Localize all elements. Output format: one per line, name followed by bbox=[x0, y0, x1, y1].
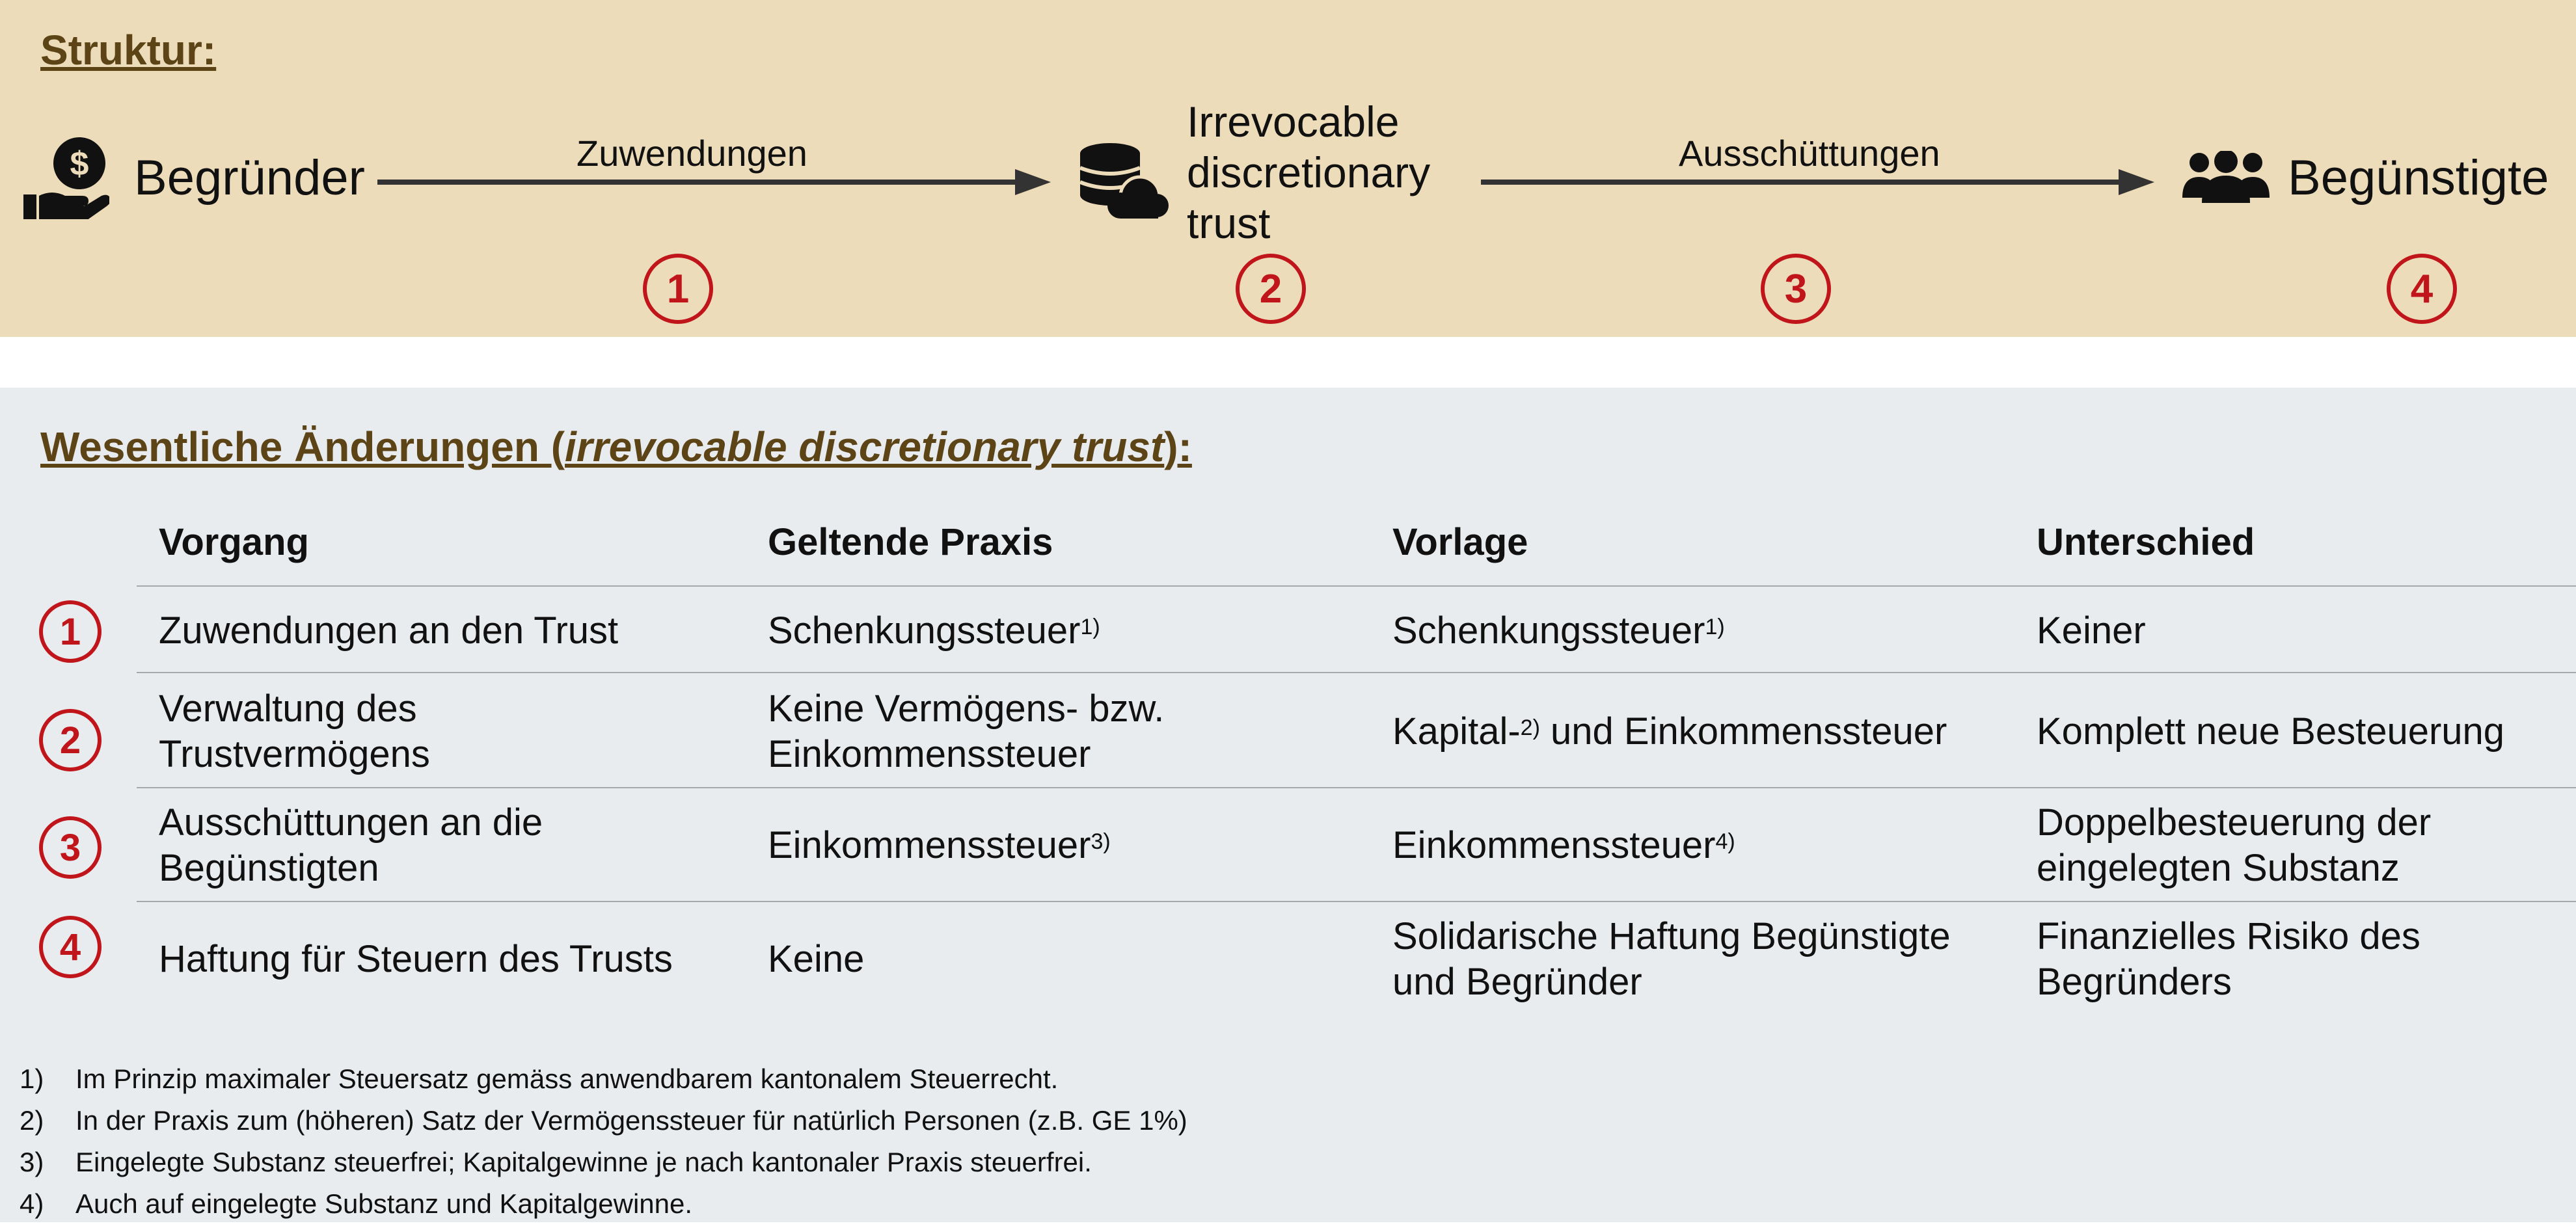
table-cell-praxis-2 bbox=[768, 686, 1164, 777]
svg-text:$: $ bbox=[70, 145, 89, 183]
table-cell-praxis-4: Keine bbox=[768, 938, 865, 980]
table-divider bbox=[137, 901, 2576, 902]
table-cell-vorlage-1-text: Schenkungssteuer bbox=[1392, 609, 1705, 652]
table-cell-unterschied-1: Keiner bbox=[2037, 609, 2146, 652]
node-label-trust-line-1: Irrevocable bbox=[1187, 98, 1400, 146]
column-header-vorgang: Vorgang bbox=[159, 521, 309, 563]
hand-holding-dollar-icon bbox=[23, 133, 109, 219]
changes-heading-italic: irrevocable discretionary trust bbox=[565, 423, 1165, 470]
table-cell-unterschied-3-line-1: Doppelbesteuerung der bbox=[2037, 801, 2432, 844]
table-cell-praxis-2-line-2: Einkommenssteuer bbox=[768, 733, 1091, 775]
table-divider bbox=[137, 787, 2576, 788]
table-cell-vorlage-4-line-1: Solidarische Haftung Begünstigte bbox=[1392, 915, 1951, 957]
table-cell-unterschied-3-line-2: eingelegten Substanz bbox=[2037, 847, 2400, 889]
table-cell-unterschied-4 bbox=[2037, 914, 2420, 1005]
marker-1: 1 bbox=[643, 254, 713, 324]
table-cell-praxis-3 bbox=[768, 823, 1111, 868]
table-cell-vorlage-3-text: Einkommenssteuer bbox=[1392, 824, 1716, 866]
footnote-text: Auch auf eingelegte Substanz und Kapitalgewinne. bbox=[75, 1188, 693, 1219]
footnote-3 bbox=[20, 1145, 1187, 1186]
table-cell-vorlage-2 bbox=[1392, 709, 1947, 754]
footnote-2 bbox=[20, 1103, 1187, 1145]
node-label-beguenstigte: Begünstigte bbox=[2288, 150, 2549, 206]
node-label-trust-line-2: discretionary bbox=[1187, 148, 1431, 196]
table-cell-vorlage-2-post: und Einkommenssteuer bbox=[1539, 710, 1947, 753]
marker-3: 3 bbox=[1761, 254, 1831, 324]
footnote-number: 3) bbox=[20, 1147, 44, 1177]
table-cell-vorlage-1 bbox=[1392, 608, 1725, 654]
table-cell-vorlage-4-line-2: und Begründer bbox=[1392, 961, 1642, 1003]
table-divider bbox=[137, 585, 2576, 587]
node-label-begruender: Begründer bbox=[134, 150, 365, 206]
footnote-text: In der Praxis zum (höheren) Satz der Vermögenssteuer für natürlich Personen (z.B. GE 1%) bbox=[75, 1105, 1187, 1136]
table-divider bbox=[137, 672, 2576, 673]
footnote-1 bbox=[20, 1061, 1187, 1103]
footnote-text: Im Prinzip maximaler Steuersatz gemäss anwendbarem kantonalem Steuerrecht. bbox=[75, 1063, 1059, 1094]
footnote-ref: 4) bbox=[1715, 829, 1735, 854]
node-label-trust-line-3: trust bbox=[1187, 199, 1271, 247]
footnote-ref: 3) bbox=[1091, 829, 1111, 854]
footnote-ref: 2) bbox=[1520, 715, 1540, 740]
row-marker-2: 2 bbox=[39, 709, 102, 771]
table-cell-unterschied-2: Komplett neue Besteuerung bbox=[2037, 710, 2505, 753]
changes-heading bbox=[40, 423, 1192, 471]
footnote-ref: 1) bbox=[1705, 615, 1725, 639]
table-cell-unterschied-4-line-1: Finanzielles Risiko des bbox=[2037, 915, 2420, 957]
changes-heading-prefix: Wesentliche Änderungen ( bbox=[40, 423, 565, 470]
marker-4: 4 bbox=[2387, 254, 2457, 324]
node-label-trust bbox=[1187, 96, 1430, 248]
table-cell-vorlage-3 bbox=[1392, 823, 1735, 868]
table-cell-unterschied-3 bbox=[2037, 800, 2431, 891]
footnote-4 bbox=[20, 1186, 1187, 1228]
table-cell-praxis-3-text: Einkommenssteuer bbox=[768, 824, 1091, 866]
table-cell-praxis-2-line-1: Keine Vermögens- bzw. bbox=[768, 687, 1165, 730]
table-cell-vorgang-4: Haftung für Steuern des Trusts bbox=[159, 938, 673, 980]
table-cell-vorgang-1: Zuwendungen an den Trust bbox=[159, 609, 619, 652]
table-cell-vorgang-3-line-1: Ausschüttungen an die bbox=[159, 801, 543, 844]
arrow-zuwendungen bbox=[377, 168, 1054, 196]
structure-heading: Struktur: bbox=[40, 27, 217, 73]
table-cell-vorgang-2-line-2: Trustvermögens bbox=[159, 733, 430, 775]
table-cell-vorgang-3-line-2: Begünstigten bbox=[159, 847, 379, 889]
table-cell-praxis-1-text: Schenkungssteuer bbox=[768, 609, 1081, 652]
footnote-ref: 1) bbox=[1080, 615, 1100, 639]
footnote-text: Eingelegte Substanz steuerfrei; Kapitalgewinne je nach kantonaler Praxis steuerfrei. bbox=[75, 1147, 1092, 1177]
table-cell-praxis-1 bbox=[768, 608, 1100, 654]
edge-label-ausschuettungen: Ausschüttungen bbox=[1679, 133, 1940, 174]
footnote-number: 1) bbox=[20, 1063, 44, 1094]
footnote-number: 4) bbox=[20, 1188, 44, 1219]
table-cell-unterschied-4-line-2: Begründers bbox=[2037, 961, 2232, 1003]
table-cell-vorgang-2-line-1: Verwaltung des bbox=[159, 687, 417, 730]
changes-heading-suffix: ): bbox=[1164, 423, 1192, 470]
edge-label-zuwendungen: Zuwendungen bbox=[576, 133, 807, 174]
users-group-icon bbox=[2182, 151, 2270, 203]
column-header-geltende-praxis: Geltende Praxis bbox=[768, 521, 1053, 563]
table-cell-vorgang-3 bbox=[159, 800, 543, 891]
row-marker-3: 3 bbox=[39, 816, 102, 879]
marker-2: 2 bbox=[1236, 254, 1306, 324]
table-cell-vorgang-2 bbox=[159, 686, 430, 777]
footnote-number: 2) bbox=[20, 1105, 44, 1136]
database-cloud-icon bbox=[1078, 142, 1169, 220]
footnotes bbox=[20, 1061, 1187, 1228]
column-header-unterschied: Unterschied bbox=[2037, 521, 2255, 563]
arrow-ausschuettungen bbox=[1481, 168, 2158, 196]
column-header-vorlage: Vorlage bbox=[1392, 521, 1528, 563]
row-marker-1: 1 bbox=[39, 600, 102, 663]
table-cell-vorlage-2-pre: Kapital- bbox=[1392, 710, 1521, 753]
table-cell-vorlage-4 bbox=[1392, 914, 1951, 1005]
row-marker-4: 4 bbox=[39, 916, 102, 978]
